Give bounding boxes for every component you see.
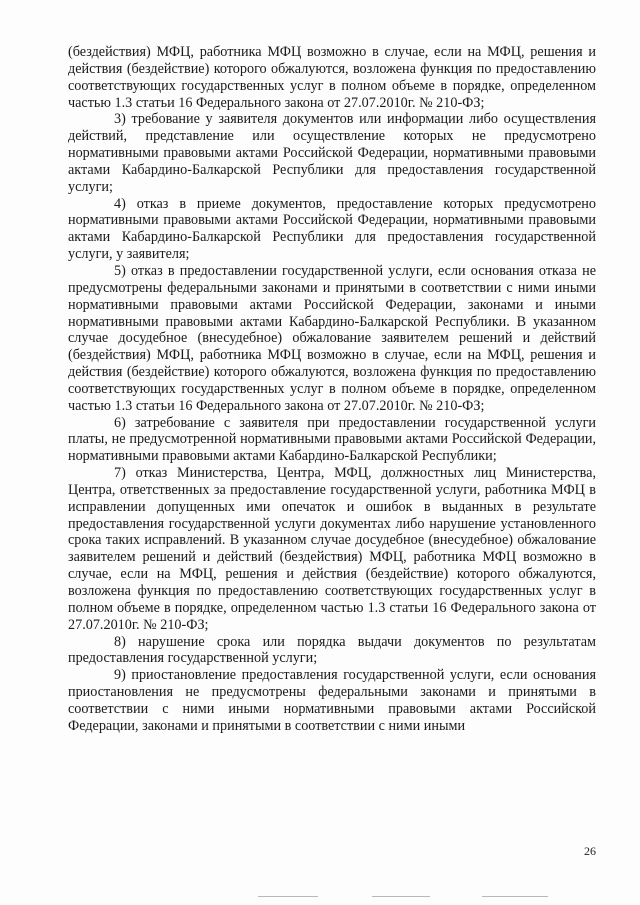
paragraph-item-7: 7) отказ Министерства, Центра, МФЦ, должностных лиц Министерства, Центра, ответственных за предоставление государственной услуги, работника МФЦ в исправлении допущенных ими опечаток и ошибок в выданных в результате предоставления государственной услуги документах либо нарушение установленного срока таких исправлений. В указанном случае досудебное (внесудебное) обжалование заявителем решений и действий (бездействия) МФЦ, работника МФЦ возможно в случае, если на МФЦ, решения и действия (бездействие) которого обжалуются, возложена функция по предоставлению соответствующих государственных услуг в полном объеме в порядке, определенном частью 1.3 статьи 16 Федерального закона от 27.07.2010г. № 210-ФЗ;	[68, 465, 596, 633]
footer-rule-right	[482, 896, 548, 897]
page-number: 26	[584, 844, 596, 858]
paragraph-item-6: 6) затребование с заявителя при предоставлении государственной услуги платы, не предусмотренной нормативными правовыми актами Российской Федерации, нормативными правовыми актами Кабардино-Балкарской Республики;	[68, 414, 596, 465]
paragraph-item-9: 9) приостановление предоставления государственной услуги, если основания приостановления не предусмотрены федеральными законами и принятыми в соответствии с ними иными нормативными правовыми актами Российской Федерации, законами и принятыми в соответствии с ними иными	[68, 667, 596, 734]
paragraph-item-5: 5) отказ в предоставлении государственной услуги, если основания отказа не предусмотрены федеральными законами и принятыми в соответствии с ними иными нормативными правовыми актами Российской Федерации, законами и иными нормативными правовыми актами Кабардино-Балкарской Республики. В указанном случае досудебное (внесудебное) обжалование заявителем решений и действий (бездействия) МФЦ, работника МФЦ возможно в случае, если на МФЦ, решения и действия (бездействие) которого обжалуются, возложена функция по предоставлению соответствующих государственных услуг в полном объеме в порядке, определенном частью 1.3 статьи 16 Федерального закона от 27.07.2010г. № 210-ФЗ;	[68, 262, 596, 414]
document-body	[68, 44, 596, 735]
paragraph-item-8: 8) нарушение срока или порядка выдачи документов по результатам предоставления государственной услуги;	[68, 633, 596, 667]
paragraph-item-3: 3) требование у заявителя документов или информации либо осуществления действий, представление или осуществление которых не предусмотрено нормативными правовыми актами Российской Федерации, нормативными правовыми актами Кабардино-Балкарской Республики для предоставления государственной услуги;	[68, 111, 596, 195]
paragraph-continuation: (бездействия) МФЦ, работника МФЦ возможно в случае, если на МФЦ, решения и действия (бездействие) которого обжалуются, возложена функция по предоставлению соответствующих государственных услуг в полном объеме в порядке, определенном частью 1.3 статьи 16 Федерального закона от 27.07.2010г. № 210-ФЗ;	[68, 44, 596, 111]
footer-rule-middle	[372, 896, 430, 897]
footer-rule-left	[258, 896, 318, 897]
paragraph-item-4: 4) отказ в приеме документов, предоставление которых предусмотрено нормативными правовыми актами Российской Федерации, нормативными правовыми актами Кабардино-Балкарской Республики для предоставления государственной услуги, у заявителя;	[68, 195, 596, 263]
